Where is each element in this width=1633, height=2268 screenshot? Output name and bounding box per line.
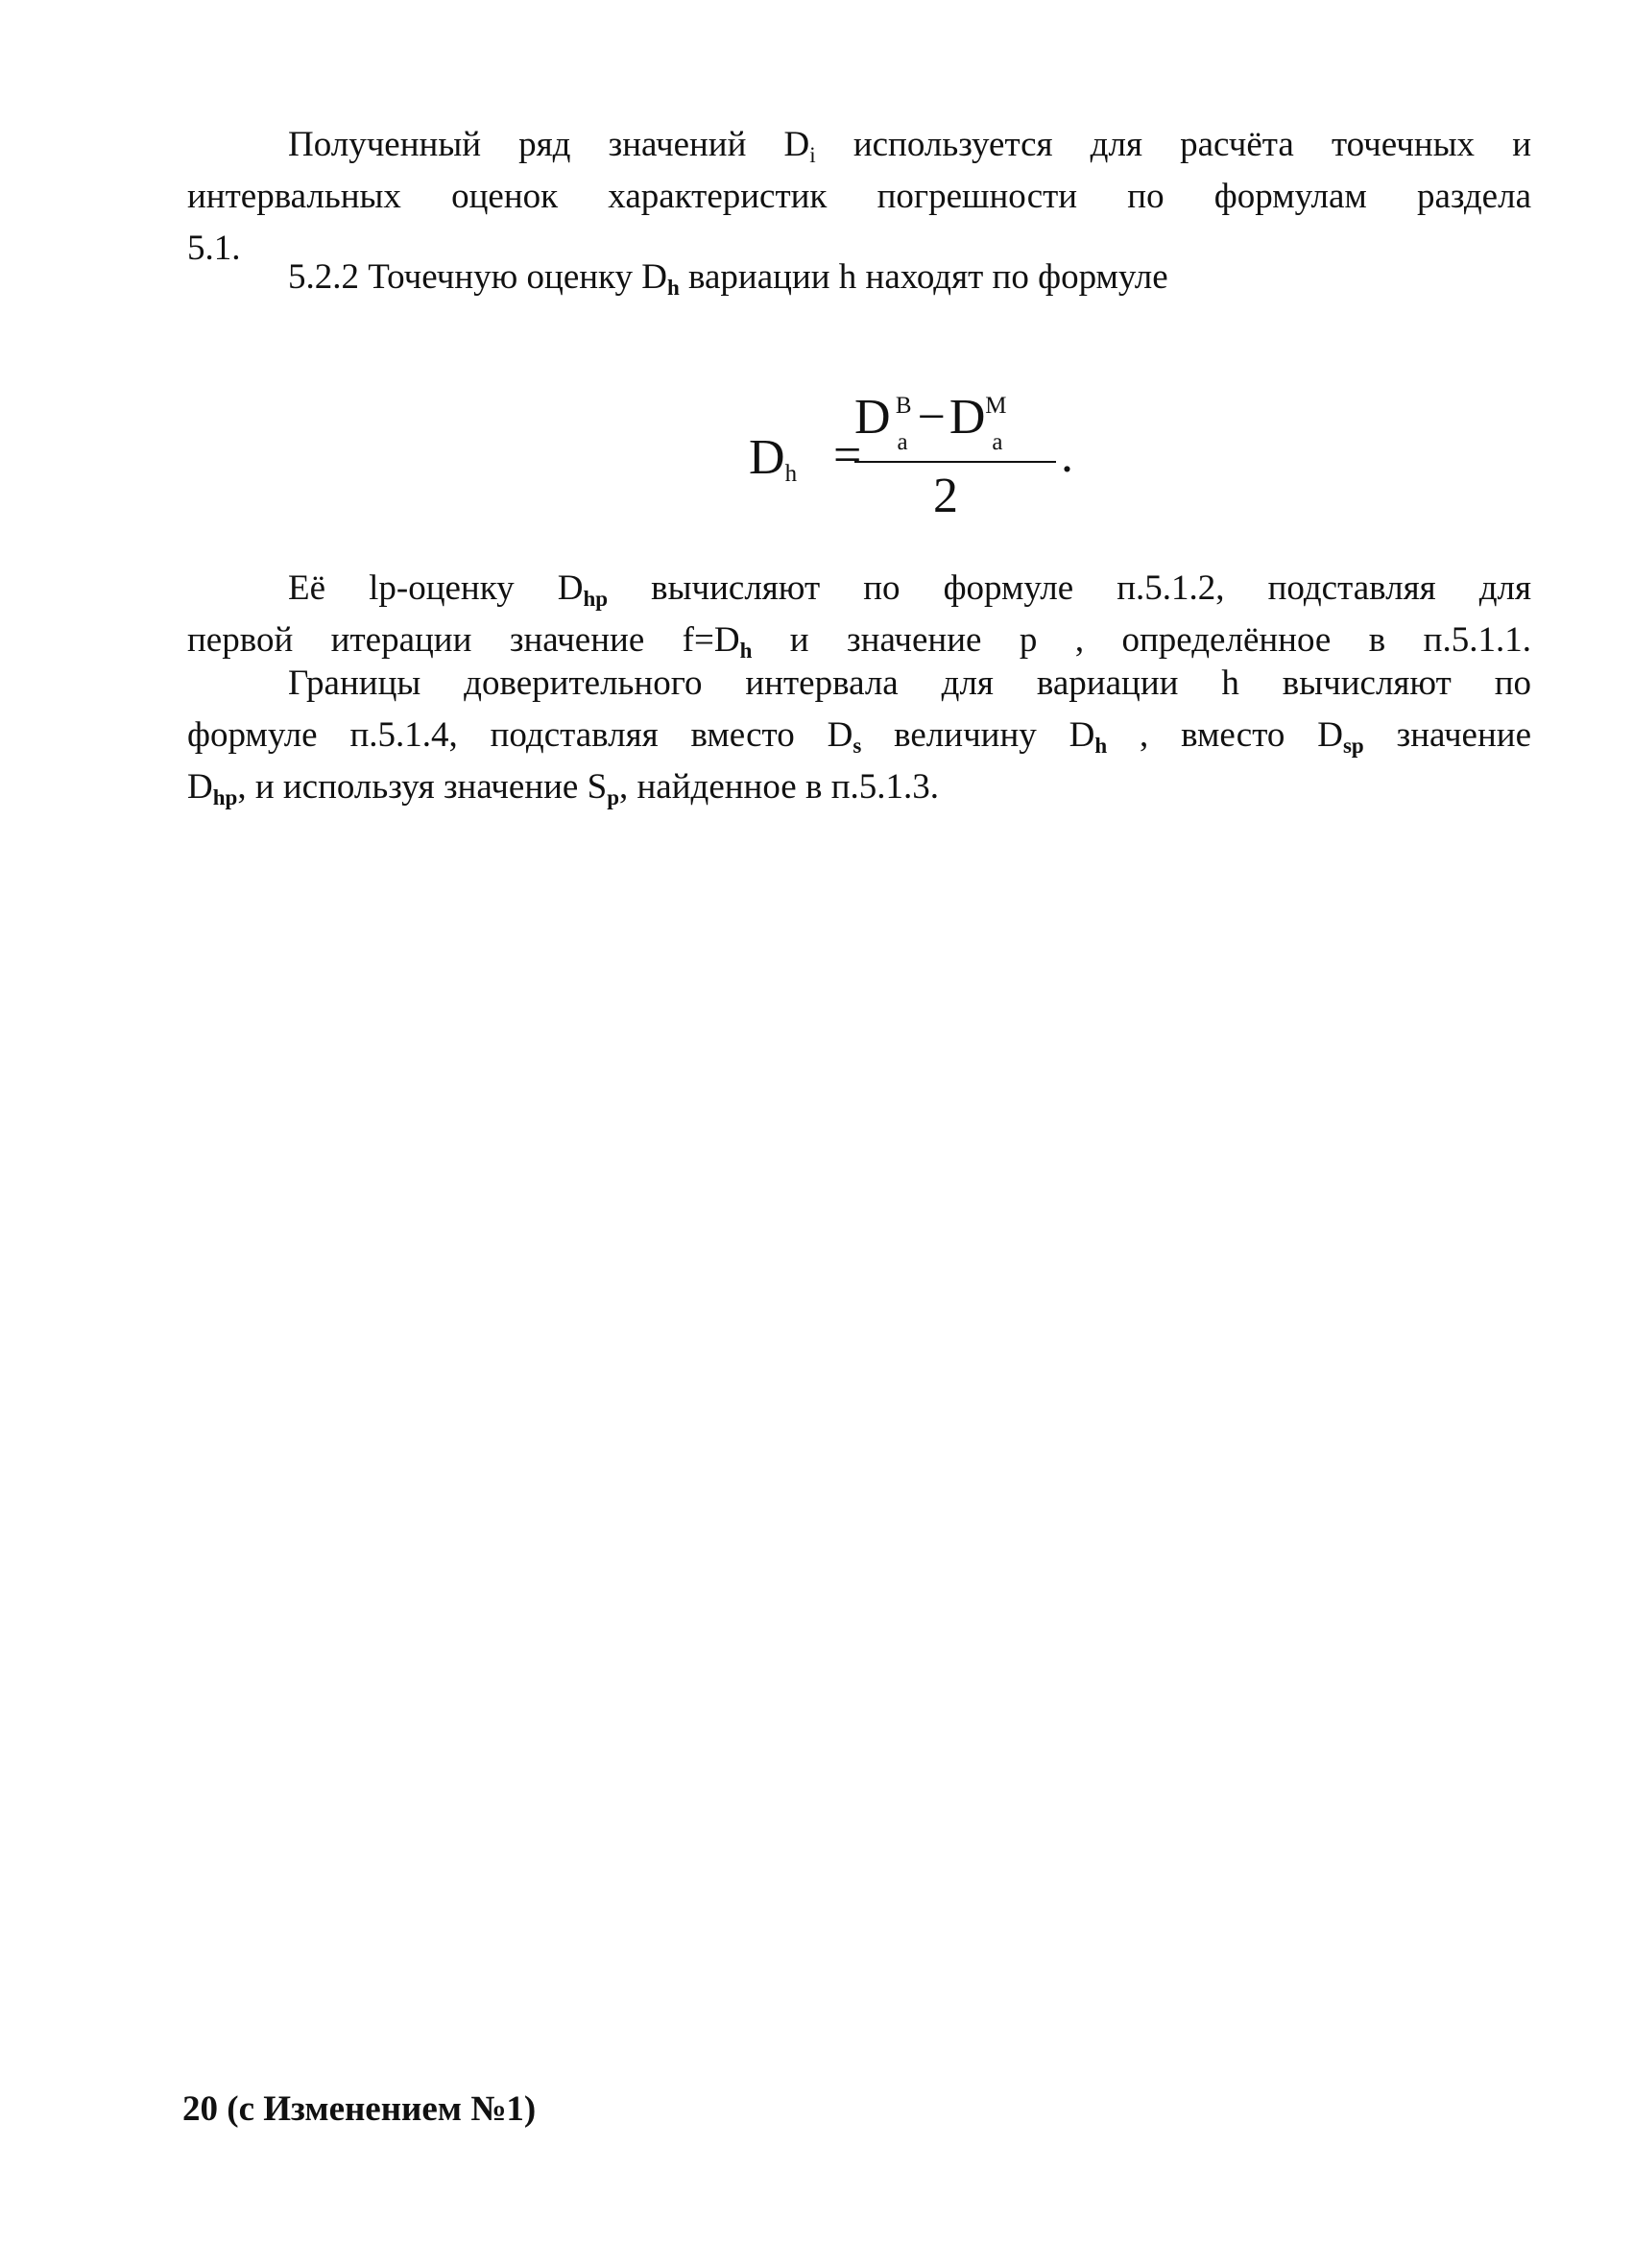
text-line: 5.2.2 Точечную оценку $D_h$ вариации h находят по формуле xyxy=(288,257,1168,300)
fraction-bar xyxy=(854,461,1056,463)
text-line: Полученный ряд значений $D_i$ используется для расчёта точечных и xyxy=(288,125,1531,167)
text-line: интервальных оценок характеристик погрешности по формулам раздела xyxy=(187,177,1531,216)
paragraph-confidence-bounds xyxy=(187,658,1531,813)
text-line: Границы доверительного интервала для вариации h вычисляют по xyxy=(288,664,1531,703)
formula-denominator: 2 xyxy=(933,469,958,523)
paragraph-lp-estimate xyxy=(187,563,1531,666)
text-line: первой итерации значение $f=D_h$ и значение p , определённое в п.5.1.1. xyxy=(187,620,1531,663)
text-line: $D_{hp}$, и используя значение $S_p$, найденное в п.5.1.3. xyxy=(187,767,940,809)
formula-term-upper: D B a xyxy=(854,390,912,455)
formula-lhs: $D_h$ xyxy=(749,430,798,487)
page-footer: 20 (с Изменением №1) xyxy=(182,2089,537,2129)
formula-period: . xyxy=(1061,428,1073,483)
text-line: 5.1. xyxy=(187,229,241,268)
paragraph-point-estimate xyxy=(187,252,1531,303)
text-line: формуле п.5.1.4, подставляя вместо $D_s$ величину $D_h$ , вместо $D_{sp}$ значение xyxy=(187,715,1532,758)
formula-variation xyxy=(749,389,1094,533)
formula-numerator: D B a −D M a xyxy=(854,390,1007,455)
formula-term-lower: D M a xyxy=(949,390,1007,455)
formula-equals: = xyxy=(833,428,862,483)
text-line: Её lp-оценку $D_{hp}$ вычисляют по формуле п.5.1.2, подставляя для xyxy=(288,568,1531,611)
